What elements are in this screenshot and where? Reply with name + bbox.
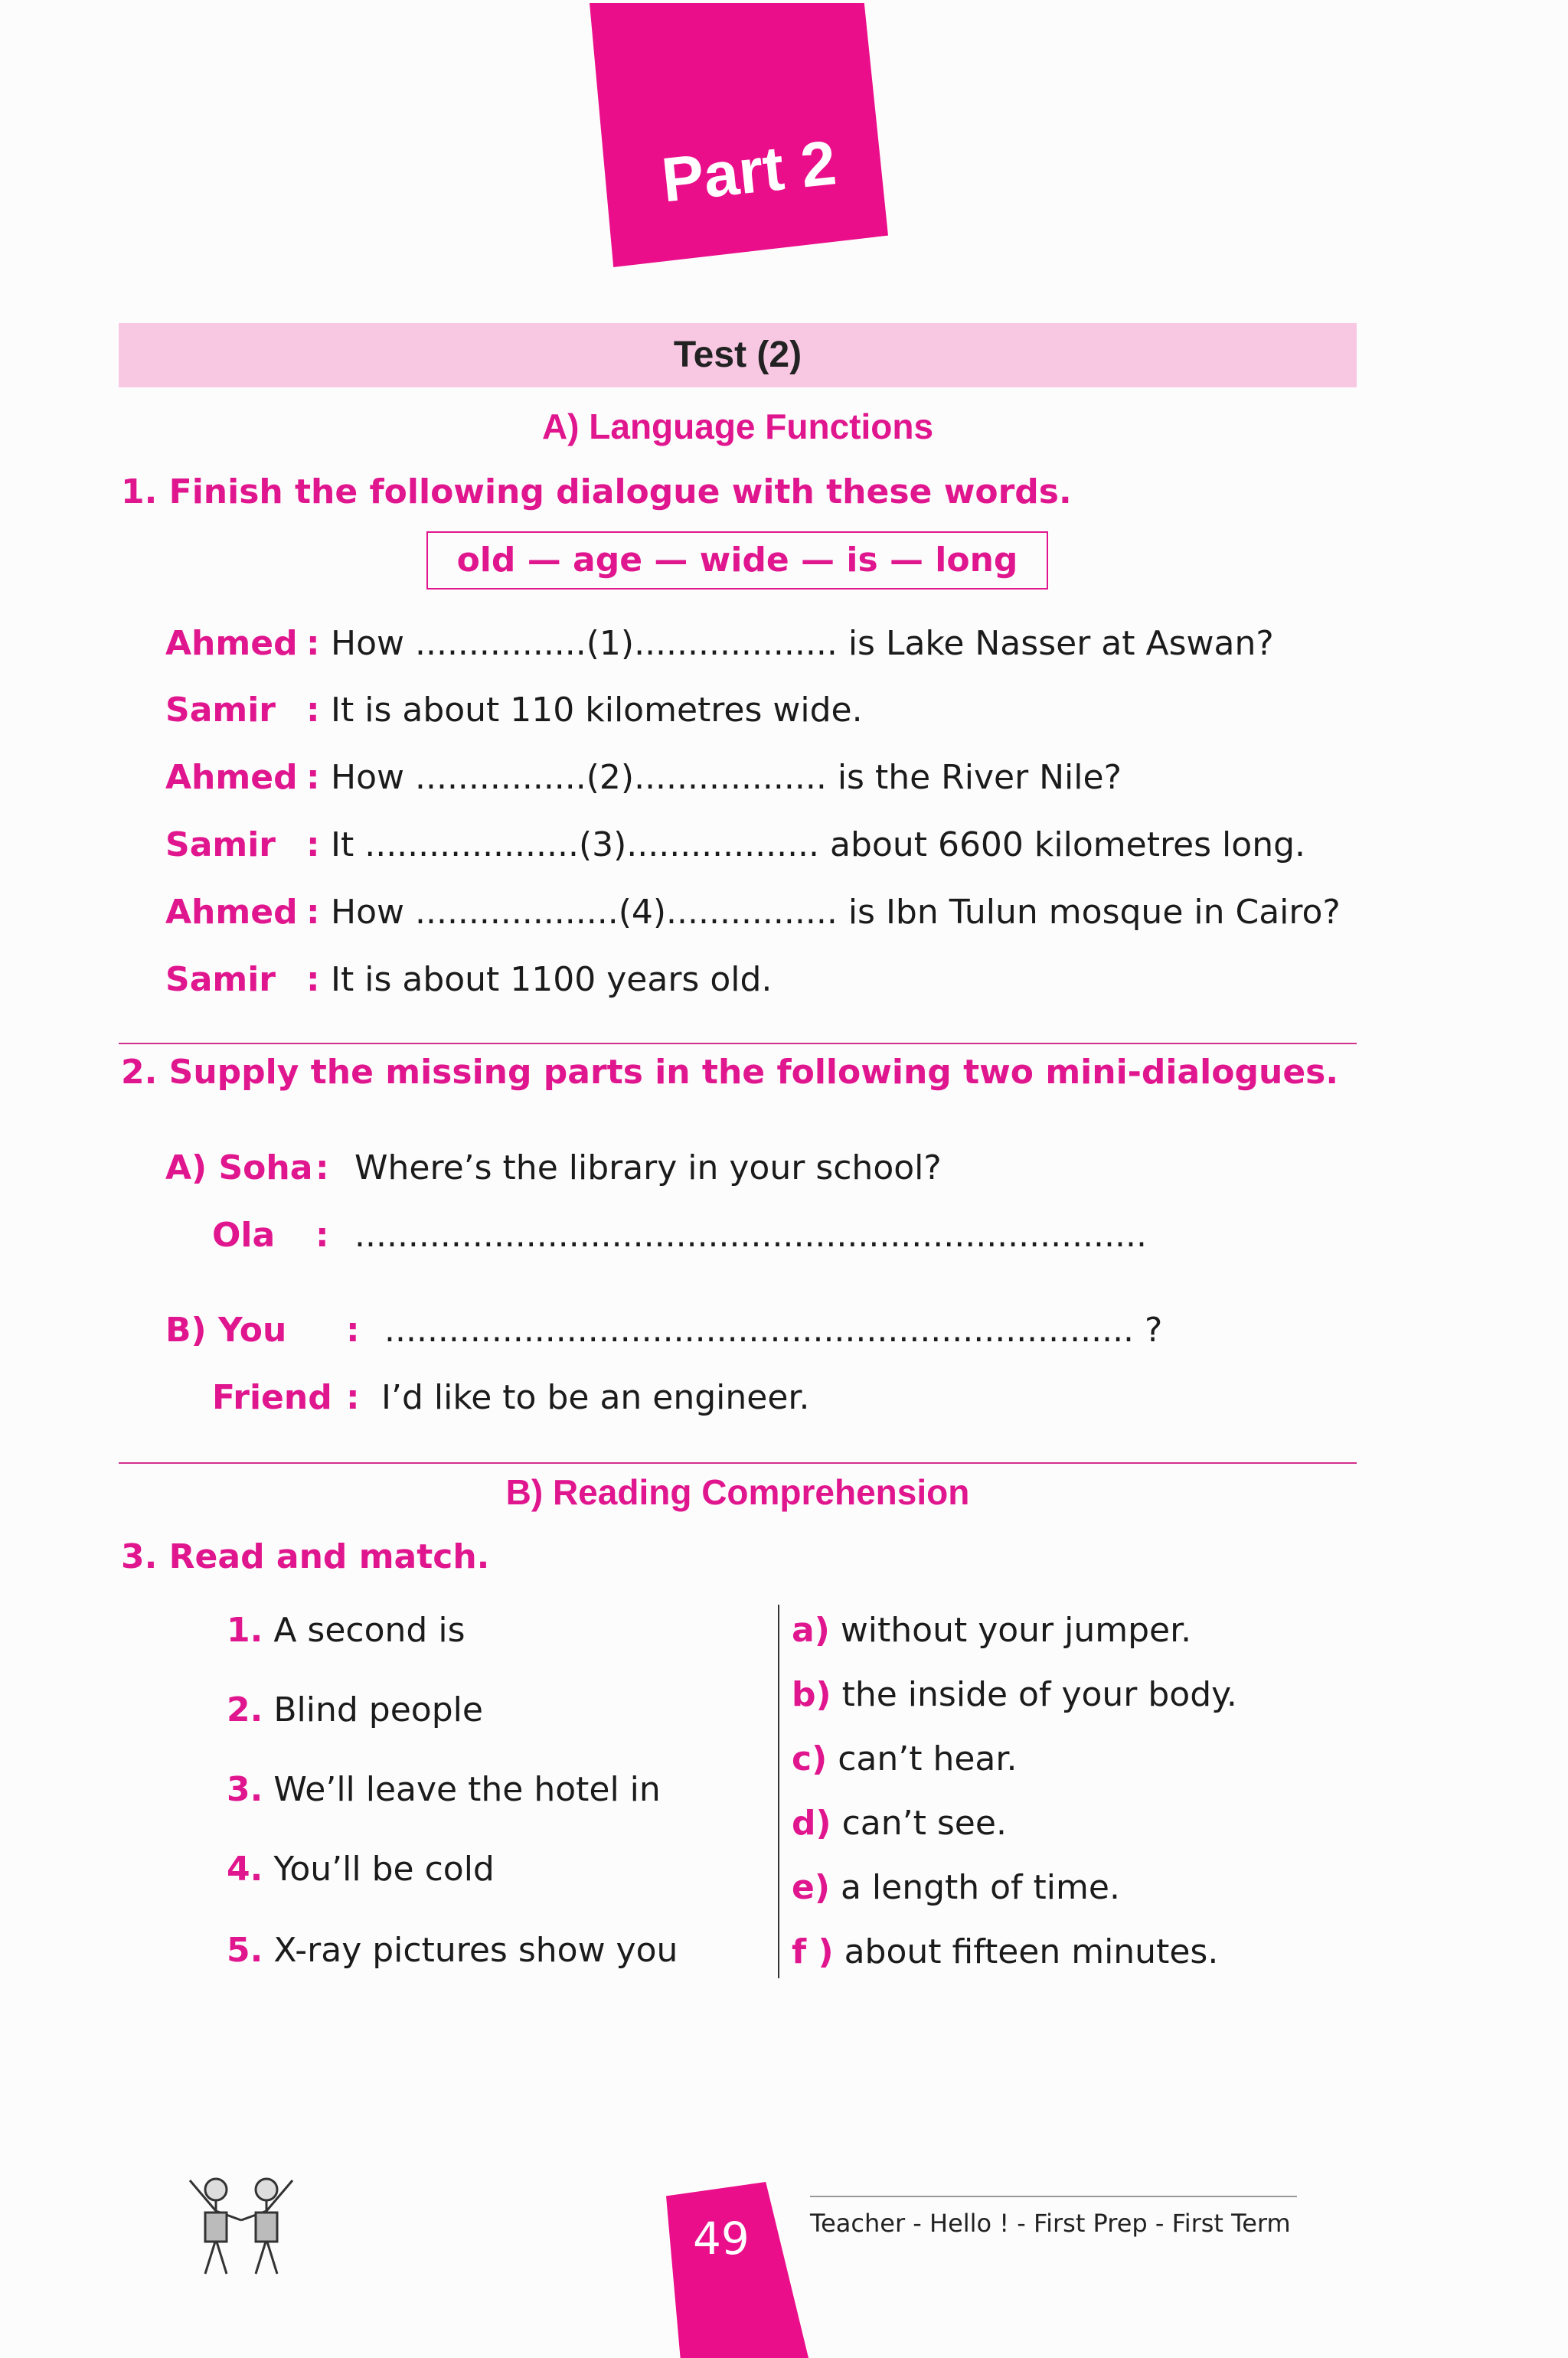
item-number: 5. bbox=[227, 1931, 263, 1970]
speaker-label: Friend bbox=[212, 1378, 332, 1417]
speaker-label: Samir bbox=[165, 691, 276, 730]
list-item bbox=[792, 1932, 1218, 1971]
colon: : bbox=[315, 1216, 329, 1255]
item-number: 1. bbox=[227, 1611, 263, 1650]
speaker-label: Ahmed bbox=[165, 624, 298, 663]
item-text: X-ray pictures show you bbox=[273, 1931, 678, 1970]
item-text: A second is bbox=[273, 1611, 466, 1650]
colon: : bbox=[306, 825, 320, 864]
item-number: 2. bbox=[227, 1690, 263, 1729]
list-item bbox=[227, 1611, 466, 1650]
item-text: a length of time. bbox=[840, 1868, 1120, 1907]
item-text: can’t hear. bbox=[838, 1739, 1018, 1778]
item-text: Blind people bbox=[273, 1690, 483, 1729]
list-item bbox=[227, 1690, 483, 1729]
page-number: 49 bbox=[693, 2213, 750, 2265]
list-item bbox=[792, 1611, 1191, 1650]
divider bbox=[119, 1462, 1357, 1464]
list-item bbox=[227, 1770, 661, 1809]
list-item bbox=[792, 1739, 1017, 1778]
list-item bbox=[792, 1804, 1007, 1843]
item-text: We’ll leave the hotel in bbox=[273, 1770, 661, 1809]
item-text: without your jumper. bbox=[840, 1611, 1192, 1650]
list-item bbox=[792, 1675, 1237, 1714]
speaker-label: Ahmed bbox=[165, 893, 298, 932]
item-letter: b) bbox=[792, 1675, 831, 1714]
dialogue-line: It is about 110 kilometres wide. bbox=[331, 691, 863, 730]
list-item bbox=[792, 1868, 1120, 1907]
item-number: 4. bbox=[227, 1850, 263, 1889]
speaker-label: B) You bbox=[165, 1311, 287, 1350]
column-divider bbox=[778, 1605, 779, 1978]
dialogue-line: It ....................(3).................. about 6600 kilometres long. bbox=[331, 825, 1305, 864]
part-tab bbox=[590, 3, 888, 267]
colon: : bbox=[306, 691, 320, 730]
q1-heading: 1. Finish the following dialogue with these words. bbox=[121, 472, 1072, 511]
colon: : bbox=[346, 1378, 360, 1417]
speaker-label: Ahmed bbox=[165, 758, 298, 797]
item-text: You’ll be cold bbox=[273, 1850, 495, 1889]
item-letter: e) bbox=[792, 1868, 830, 1907]
test-title: Test (2) bbox=[673, 335, 802, 375]
dialogue-line: I’d like to be an engineer. bbox=[381, 1378, 810, 1417]
item-letter: d) bbox=[792, 1804, 831, 1843]
dialogue-line: Where’s the library in your school? bbox=[354, 1148, 942, 1187]
item-letter: f ) bbox=[792, 1932, 834, 1971]
item-text: about fifteen minutes. bbox=[844, 1932, 1219, 1971]
q2-heading: 2. Supply the missing parts in the following two mini-dialogues. bbox=[121, 1053, 1339, 1092]
answer-blank: ...................................................................... ? bbox=[384, 1311, 1163, 1350]
divider bbox=[119, 1043, 1357, 1044]
section-a-heading: A) Language Functions bbox=[541, 407, 934, 446]
dialogue-line: How ................(1)................... is Lake Nasser at Aswan? bbox=[331, 624, 1274, 663]
speaker-label: Samir bbox=[165, 960, 276, 999]
item-letter: a) bbox=[792, 1611, 830, 1650]
speaker-label: Samir bbox=[165, 825, 276, 864]
list-item bbox=[227, 1931, 678, 1970]
colon: : bbox=[346, 1311, 360, 1350]
dialogue-line: How ................(2).................. is the River Nile? bbox=[331, 758, 1122, 797]
item-letter: c) bbox=[792, 1739, 828, 1778]
item-number: 3. bbox=[227, 1770, 263, 1809]
footer-divider bbox=[810, 2196, 1297, 2197]
item-text: the inside of your body. bbox=[841, 1675, 1237, 1714]
part-title: Part 2 bbox=[658, 128, 840, 216]
section-b-heading: B) Reading Comprehension bbox=[505, 1472, 970, 1512]
word-bank: old — age — wide — is — long bbox=[426, 531, 1048, 590]
list-item bbox=[227, 1850, 495, 1889]
colon: : bbox=[306, 893, 320, 932]
speaker-label: Ola bbox=[212, 1216, 276, 1255]
colon: : bbox=[315, 1148, 329, 1187]
q3-heading: 3. Read and match. bbox=[121, 1537, 490, 1576]
answer-blank: .......................................................................... bbox=[354, 1216, 1147, 1255]
speaker-label: A) Soha bbox=[165, 1148, 313, 1187]
dialogue-line: It is about 1100 years old. bbox=[331, 960, 773, 999]
item-text: can’t see. bbox=[841, 1804, 1007, 1843]
dialogue-line: How ...................(4)................ is Ibn Tulun mosque in Cairo? bbox=[331, 893, 1341, 932]
footer-book-title: Teacher - Hello ! - First Prep - First Term bbox=[810, 2209, 1291, 2238]
kids-illustration bbox=[176, 2167, 314, 2281]
colon: : bbox=[306, 960, 320, 999]
colon: : bbox=[306, 758, 320, 797]
colon: : bbox=[306, 624, 320, 663]
page-number-tab bbox=[666, 2182, 808, 2358]
